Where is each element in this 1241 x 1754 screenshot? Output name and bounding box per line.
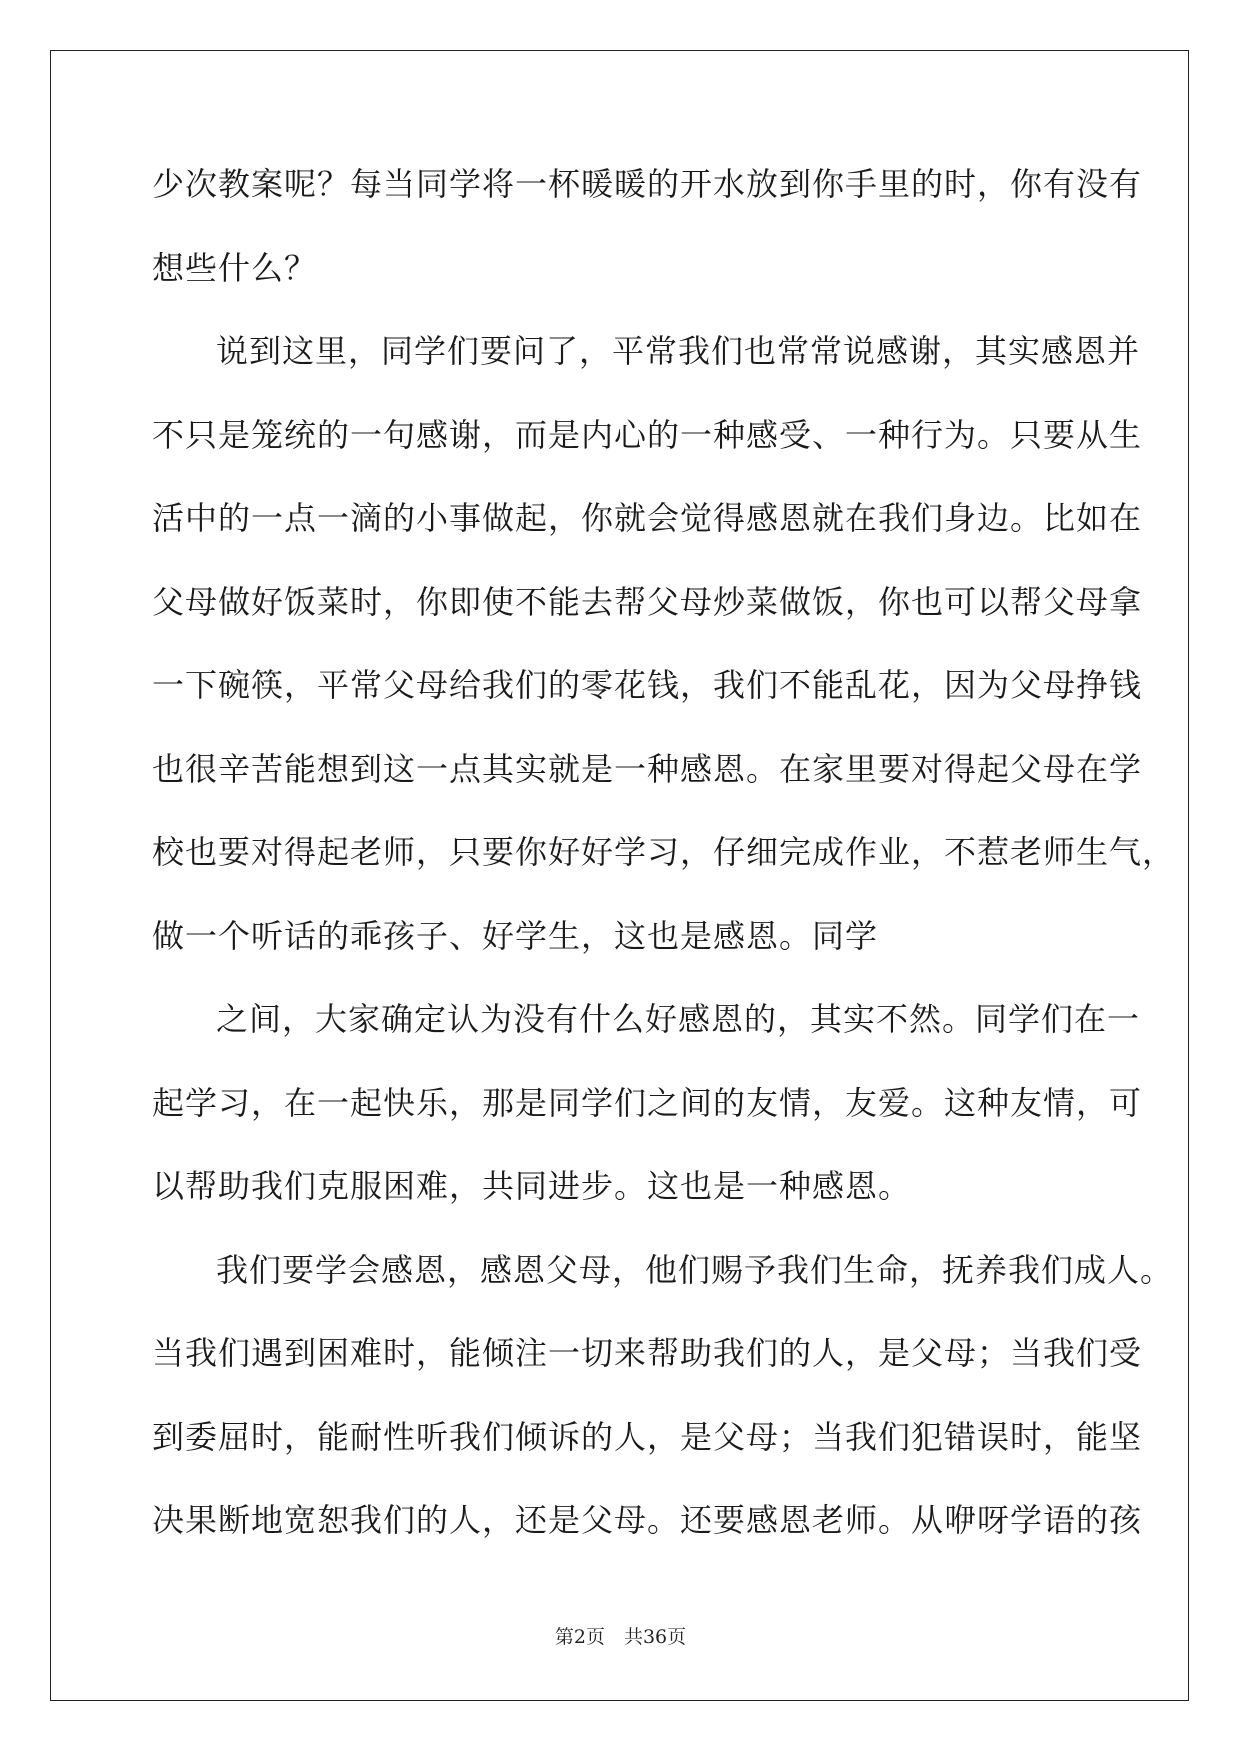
text-line-9: 校也要对得起老师，只要你好好学习，仔细完成作业，不惹老师生气， [152, 833, 1176, 871]
text-line-7: 一下碗筷，平常父母给我们的零花钱，我们不能乱花，因为父母挣钱 [152, 666, 1143, 704]
text-line-8: 也很辛苦能想到这一点其实就是一种感恩。在家里要对得起父母在学 [152, 749, 1143, 788]
text-line-15: 当我们遇到困难时，能倾注一切来帮助我们的人，是父母；当我们受 [152, 1334, 1143, 1372]
text-line-12: 起学习，在一起快乐，那是同学们之间的友情，友爱。这种友情，可 [152, 1083, 1143, 1122]
text-line-4: 不只是笼统的一句感谢，而是内心的一种感受、一种行为。只要从生 [152, 415, 1143, 454]
text-line-13: 以帮助我们克服困难，共同进步。这也是一种感恩。 [152, 1167, 912, 1205]
text-line-2: 想些什么？ [152, 248, 318, 287]
page-number-footer: 第2页 共36页 [554, 1626, 687, 1648]
text-line-1: 少次教案呢？每当同学将一杯暖暖的开水放到你手里的时，你有没有 [152, 165, 1143, 203]
text-line-5: 活中的一点一滴的小事做起，你就会觉得感恩就在我们身边。比如在 [152, 499, 1143, 537]
text-line-14: 我们要学会感恩，感恩父母，他们赐予我们生命，抚养我们成人。 [216, 1250, 1174, 1289]
text-line-3: 说到这里，同学们要问了，平常我们也常常说感谢，其实感恩并 [216, 332, 1141, 370]
text-line-17: 决果断地宽恕我们的人，还是父母。还要感恩老师。从咿呀学语的孩 [152, 1501, 1143, 1539]
text-line-16: 到委屈时，能耐性听我们倾诉的人，是父母；当我们犯错误时，能坚 [152, 1417, 1143, 1456]
text-line-10: 做一个听话的乖孩子、好学生，这也是感恩。同学 [152, 916, 879, 955]
text-line-6: 父母做好饭菜时，你即使不能去帮父母炒菜做饭，你也可以帮父母拿 [152, 582, 1143, 621]
text-line-11: 之间，大家确定认为没有什么好感恩的，其实不然。同学们在一 [216, 1000, 1141, 1038]
document-body [152, 160, 1176, 1580]
